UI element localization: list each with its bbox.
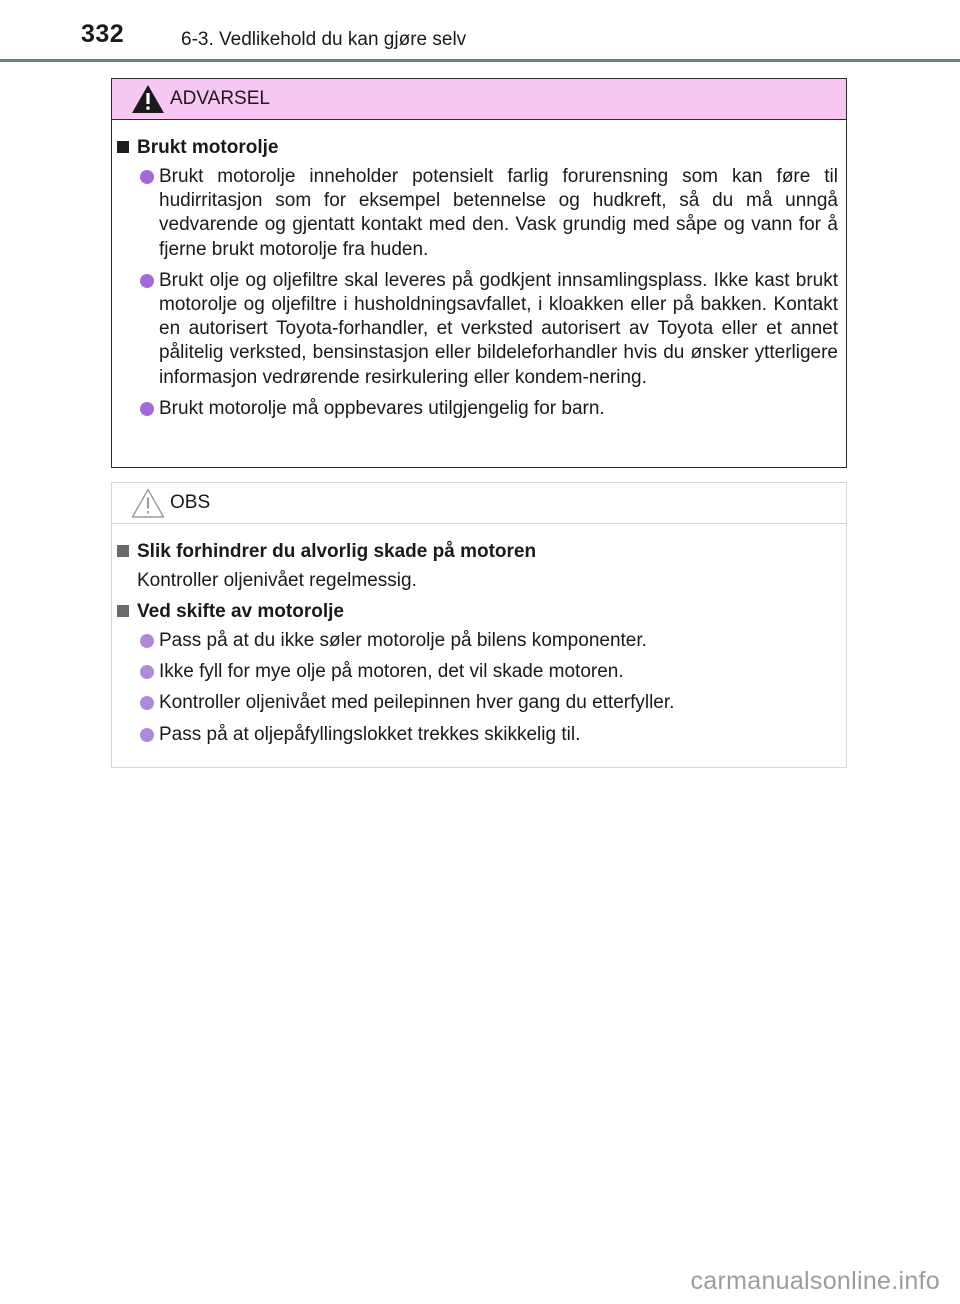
list-item-text: Kontroller oljenivået med peilepinnen hver gang du etterfyller. <box>159 692 675 714</box>
dot-bullet-icon <box>140 634 154 648</box>
list-item-text: Ikke fyll for mye olje på motoren, det vil skade motoren. <box>159 661 624 683</box>
warning-label: ADVARSEL <box>170 88 270 109</box>
warning-triangle-filled-icon <box>130 83 166 115</box>
page-number: 332 <box>81 20 125 48</box>
dot-bullet-icon <box>140 170 154 184</box>
list-item <box>117 629 838 653</box>
list-item-text: Brukt motorolje inneholder potensielt farlig forurensning som kan føre til hudirritasjon som for eksempel betennelse og hudkreft, så du må unngå vedvarende og gjentatt kontakt med den. Vask grundig med såpe og vann for å fjerne brukt motorolje fra huden. <box>159 166 838 260</box>
dot-bullet-icon <box>140 665 154 679</box>
notice-section-text: Kontroller oljenivået regelmessig. <box>137 570 417 591</box>
list-item <box>117 269 838 390</box>
list-item <box>117 723 838 747</box>
notice-label: OBS <box>170 492 211 513</box>
notice-section-title <box>117 600 838 624</box>
page-header <box>0 0 960 62</box>
watermark: carmanualsonline.info <box>690 1267 940 1295</box>
dot-bullet-icon <box>140 274 154 288</box>
section-title: 6-3. Vedlikehold du kan gjøre selv <box>181 29 467 50</box>
list-item-text: Brukt olje og oljefiltre skal leveres på godkjent innsamlingsplass. Ikke kast brukt motorolje og oljefiltre i husholdningsavfallet, i kloakken eller på bakken. Kontakt en autorisert Toyota-forhandler, et verksted autorisert av Toyota eller et annet pålitelig verksted, bensinstasjon eller bildeleforhandler hvis du ønsker ytterligere informasjon vedrørende resirkulering eller kondem-nering. <box>159 269 838 388</box>
list-item <box>117 691 838 715</box>
square-bullet-icon <box>117 605 129 617</box>
notice-box-header <box>112 483 846 524</box>
warning-section-title-text: Brukt motorolje <box>137 137 279 158</box>
list-item <box>117 397 838 421</box>
square-bullet-icon <box>117 545 129 557</box>
notice-section-title-text: Ved skifte av motorolje <box>137 601 344 622</box>
notice-box-body <box>112 524 846 747</box>
warning-section-title <box>117 136 838 160</box>
notice-section-title <box>117 540 838 564</box>
square-bullet-icon <box>117 141 129 153</box>
list-item-text: Brukt motorolje må oppbevares utilgjengelig for barn. <box>159 397 605 419</box>
header-divider <box>0 59 960 62</box>
dot-bullet-icon <box>140 696 154 710</box>
list-item-text: Pass på at oljepåfyllingslokket trekkes skikkelig til. <box>159 723 581 745</box>
dot-bullet-icon <box>140 728 154 742</box>
list-item <box>117 660 838 684</box>
list-item <box>117 165 838 262</box>
notice-box <box>111 482 847 768</box>
notice-section-title-text: Slik forhindrer du alvorlig skade på motoren <box>137 541 537 562</box>
list-item-text: Pass på at du ikke søler motorolje på bilens komponenter. <box>159 630 647 651</box>
warning-box-header <box>112 79 846 120</box>
warning-box-body <box>112 120 846 421</box>
dot-bullet-icon <box>140 402 154 416</box>
warning-triangle-outline-icon <box>130 487 166 519</box>
warning-box <box>111 78 847 468</box>
